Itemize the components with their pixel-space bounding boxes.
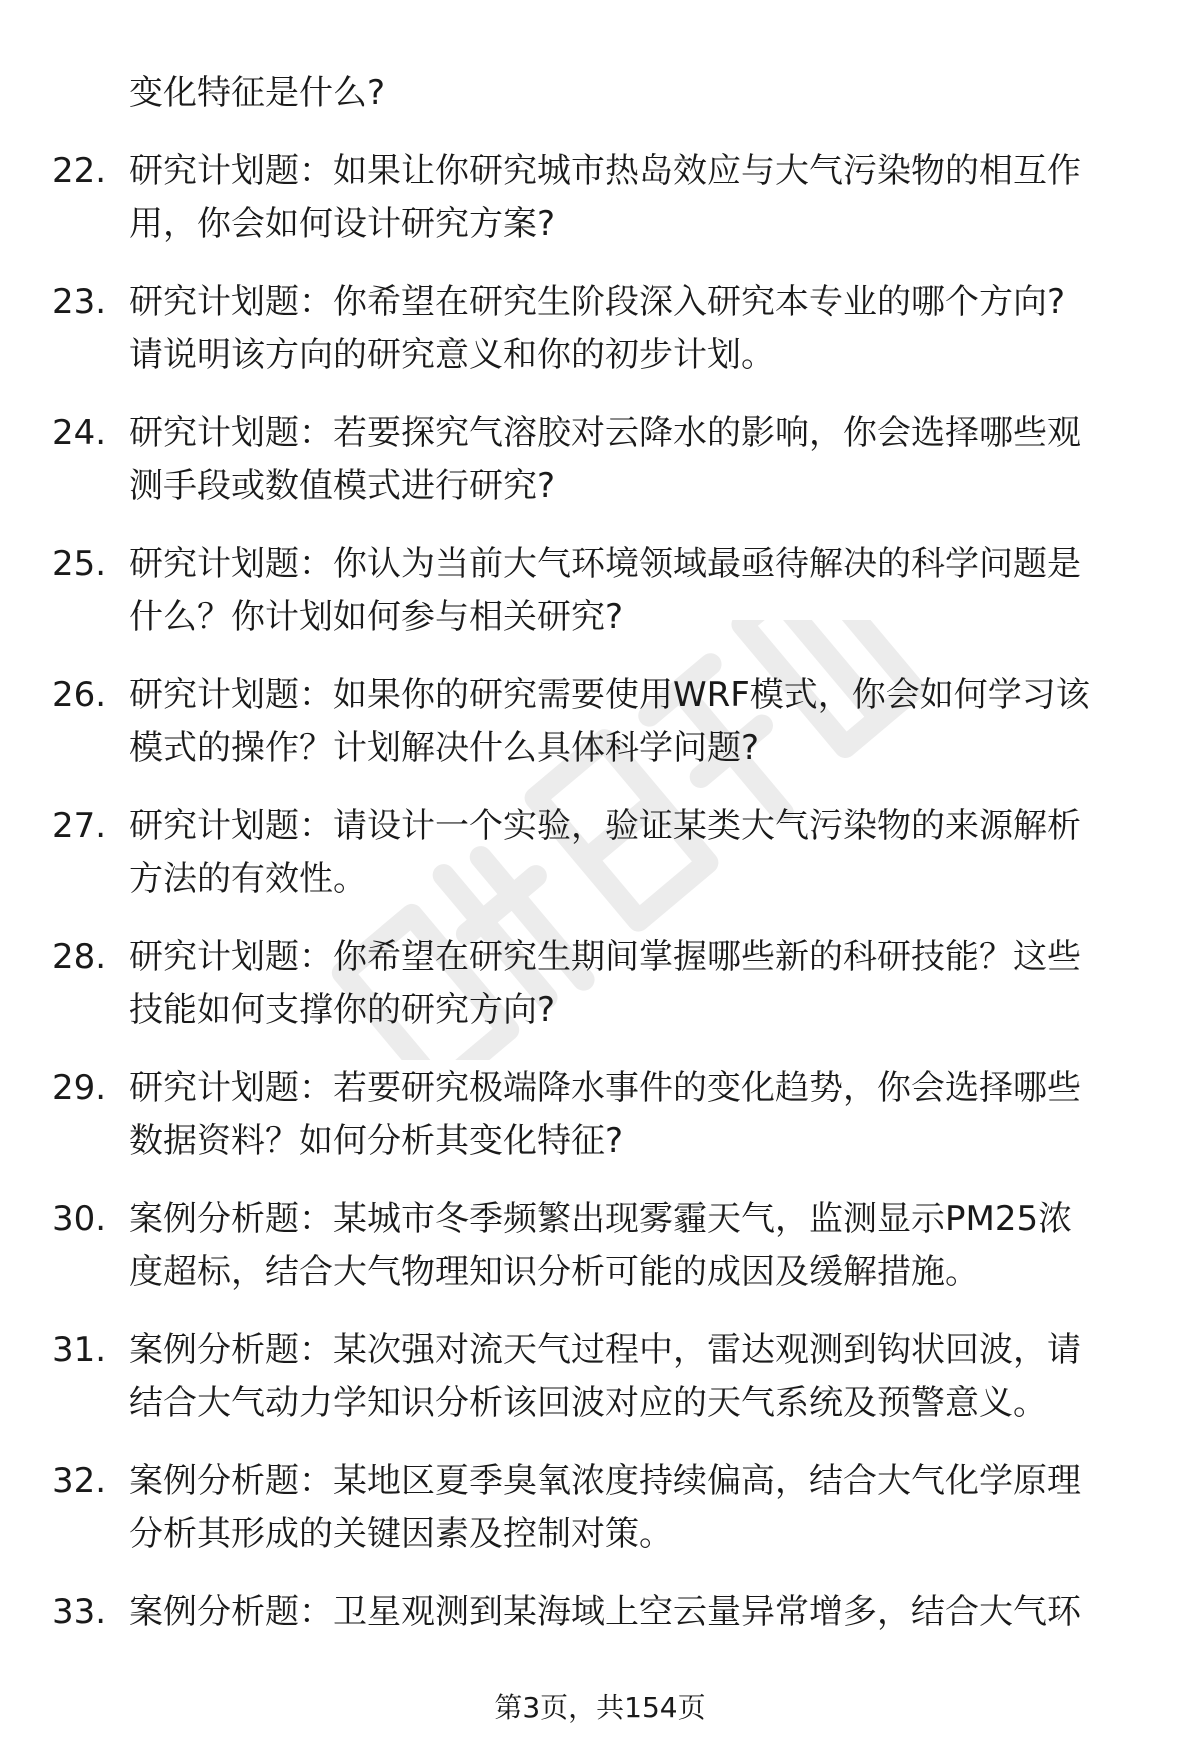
question-text-line: 模式的操作？计划解决什么具体科学问题? [129, 728, 760, 768]
question-number: 33. [52, 1592, 107, 1632]
question-text-line: 研究计划题：你希望在研究生阶段深入研究本专业的哪个方向? [129, 282, 1066, 322]
question-text-line: 研究计划题：你认为当前大气环境领域最亟待解决的科学问题是 [129, 544, 1081, 584]
question-number: 29. [52, 1068, 107, 1108]
question-item [0, 924, 1200, 1055]
question-text-line: 案例分析题：某城市冬季频繁出现雾霾天气，监测显示PM25浓 [129, 1199, 1073, 1239]
continuation-text: 变化特征是什么? [129, 73, 386, 113]
question-item [0, 1448, 1200, 1579]
question-text-line: 数据资料？如何分析其变化特征? [129, 1121, 624, 1161]
question-item [0, 531, 1200, 662]
question-number: 32. [52, 1461, 107, 1501]
question-text-line: 研究计划题：你希望在研究生期间掌握哪些新的科研技能？这些 [129, 937, 1081, 977]
question-text-line: 分析其形成的关键因素及控制对策。 [129, 1514, 673, 1554]
question-text-line: 研究计划题：如果让你研究城市热岛效应与大气污染物的相互作 [129, 151, 1081, 191]
question-number: 30. [52, 1199, 107, 1239]
question-text-line: 案例分析题：某次强对流天气过程中，雷达观测到钩状回波，请 [129, 1330, 1081, 1370]
question-text-line: 案例分析题：某地区夏季臭氧浓度持续偏高，结合大气化学原理 [129, 1461, 1081, 1501]
question-text-line: 研究计划题：若要研究极端降水事件的变化趋势，你会选择哪些 [129, 1068, 1081, 1108]
question-number: 28. [52, 937, 107, 977]
question-text-line: 研究计划题：如果你的研究需要使用WRF模式，你会如何学习该 [129, 675, 1090, 715]
question-text-line: 技能如何支撑你的研究方向? [129, 990, 556, 1030]
question-text-line: 什么？你计划如何参与相关研究? [129, 597, 624, 637]
question-text-line: 研究计划题：请设计一个实验，验证某类大气污染物的来源解析 [129, 806, 1081, 846]
question-text-line: 用，你会如何设计研究方案? [129, 204, 556, 244]
page-footer: 第3页，共154页 [494, 1691, 706, 1724]
question-text-line: 度超标，结合大气物理知识分析可能的成因及缓解措施。 [129, 1252, 979, 1292]
question-number: 26. [52, 675, 107, 715]
question-text-line: 案例分析题：卫星观测到某海域上空云量异常增多，结合大气环 [129, 1592, 1081, 1632]
question-item [0, 662, 1200, 793]
question-number: 23. [52, 282, 107, 322]
question-item [0, 1317, 1200, 1448]
question-text-line: 研究计划题：若要探究气溶胶对云降水的影响，你会选择哪些观 [129, 413, 1081, 453]
question-text-line: 测手段或数值模式进行研究? [129, 466, 556, 506]
question-item [0, 269, 1200, 400]
question-list [0, 138, 1200, 1710]
question-item [0, 1186, 1200, 1317]
question-item [0, 793, 1200, 924]
question-number: 31. [52, 1330, 107, 1370]
question-item [0, 400, 1200, 531]
question-number: 27. [52, 806, 107, 846]
question-number: 24. [52, 413, 107, 453]
question-number: 25. [52, 544, 107, 584]
question-text-line: 结合大气动力学知识分析该回波对应的天气系统及预警意义。 [129, 1383, 1047, 1423]
question-text-line: 请说明该方向的研究意义和你的初步计划。 [129, 335, 775, 375]
question-text-line: 方法的有效性。 [129, 859, 367, 899]
question-item [0, 1055, 1200, 1186]
question-item [0, 138, 1200, 269]
question-number: 22. [52, 151, 107, 191]
